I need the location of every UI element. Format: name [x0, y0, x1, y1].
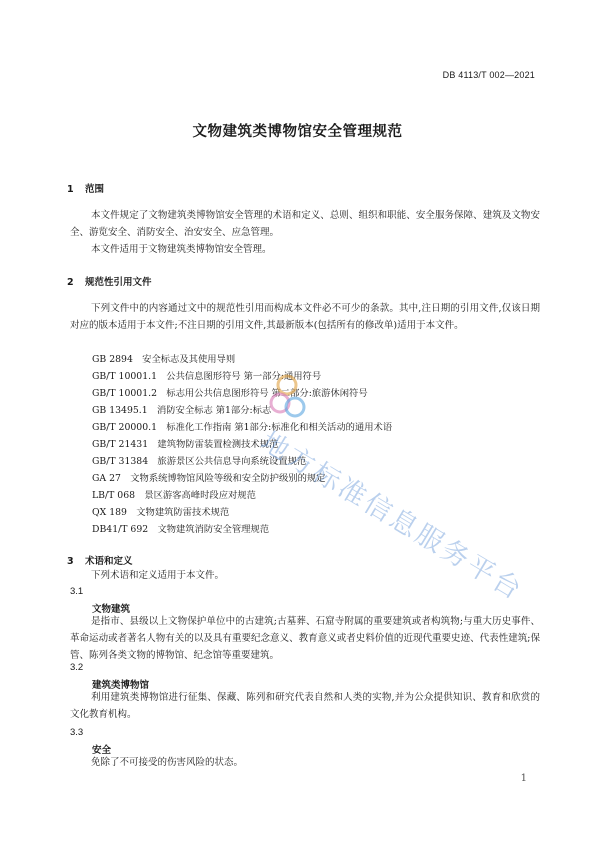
clause-number: 3.2: [70, 662, 84, 673]
term-definition: 是指市、县级以上文物保护单位中的古建筑;古墓葬、石窟寺附属的重要建筑或者构筑物;与重大历史事件、革命运动或者著名人物有关的以及具有重要纪念意义、教育意义或者史料价值的近现代重要史迹、代表性建筑;保管、陈列各类文物的博物馆、纪念馆等重要建筑。: [70, 616, 540, 661]
reference-item: GB/T 31384 旅游景区公共信息导向系统设置规范: [92, 456, 307, 467]
section-heading-normative-references: [67, 274, 152, 288]
scope-paragraph-1: 本文件规定了文物建筑类博物馆安全管理的术语和定义、总则、组织和职能、安全服务保障、建筑及文物安全、游览安全、消防安全、治安安全、应急管理。: [70, 210, 540, 238]
page-number: 1: [520, 773, 527, 784]
clause-number: 3.3: [70, 727, 84, 738]
terms-intro-paragraph: 下列术语和定义适用于本文件。: [91, 570, 225, 581]
section-number: 2: [67, 277, 74, 288]
normative-intro-paragraph: 下列文件中的内容通过文中的规范性引用而构成本文件必不可少的条款。其中,注日期的引用文件,仅该日期对应的版本适用于本文件;不注日期的引用文件,其最新版本(包括所有的修改单)适用于本文件。: [70, 303, 540, 331]
section-title: 规范性引用文件: [85, 277, 152, 288]
section-title: 范围: [85, 184, 105, 195]
reference-item: DB41/T 692 文物建筑消防安全管理规范: [92, 524, 270, 535]
term-name: 安全: [92, 745, 112, 756]
reference-item: GB 13495.1 消防安全标志 第1部分:标志: [92, 405, 272, 416]
reference-item: GB/T 10001.2 标志用公共信息图形符号 第二部分:旅游休闲符号: [92, 388, 368, 399]
section-title: 术语和定义: [85, 556, 133, 567]
reference-item: GB 2894 安全标志及其使用导则: [92, 354, 236, 365]
section-number: 1: [67, 184, 74, 195]
clause-number: 3.1: [70, 586, 84, 597]
scope-paragraph-2: 本文件适用于文物建筑类博物馆安全管理。: [91, 244, 272, 255]
reference-item: QX 189 文物建筑防雷技术规范: [92, 507, 230, 518]
section-heading-scope: [67, 181, 104, 195]
reference-item: GB/T 21431 建筑物防雷装置检测技术规范: [92, 439, 279, 450]
section-heading-terms-definitions: [67, 553, 133, 567]
term-definition: 利用建筑类博物馆进行征集、保藏、陈列和研究代表自然和人类的实物,并为公众提供知识、教育和欣赏的文化教育机构。: [70, 692, 540, 720]
term-name: 文物建筑: [92, 604, 131, 615]
document-title: 文物建筑类博物馆安全管理规范: [192, 124, 403, 140]
term-definition: 免除了不可接受的伤害风险的状态。: [91, 757, 244, 768]
watermark-logo-icon: [265, 371, 309, 423]
reference-item: LB/T 068 景区游客高峰时段应对规范: [92, 490, 256, 501]
term-name: 建筑类博物馆: [92, 680, 150, 691]
document-number: DB 4113/T 002—2021: [442, 70, 535, 80]
reference-item: GB/T 20000.1 标准化工作指南 第1部分:标准化和相关活动的通用术语: [92, 422, 393, 433]
watermark-text: 地方标准信息服务平台: [255, 426, 529, 608]
reference-item: GB/T 10001.1 公共信息图形符号 第一部分:通用符号: [92, 371, 322, 382]
section-number: 3: [67, 556, 74, 567]
reference-item: GA 27 文物系统博物馆风险等级和安全防护级别的规定: [92, 473, 326, 484]
